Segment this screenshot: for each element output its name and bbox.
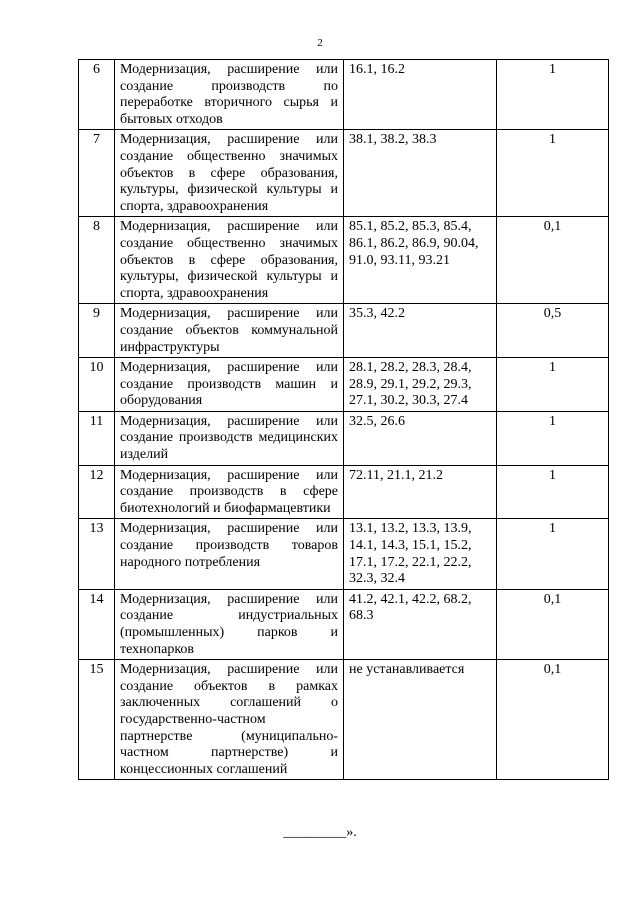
row-coefficient: 0,1 <box>497 660 609 780</box>
row-coefficient: 1 <box>497 465 609 519</box>
row-description: Модернизация, расширение или создание общественно значимых объектов в сфере образования, культуры, физической культуры и спорта, здравоохранения <box>115 130 344 217</box>
row-coefficient: 0,1 <box>497 589 609 659</box>
row-okved-codes: 35.3, 42.2 <box>344 304 497 358</box>
table-row <box>79 660 609 780</box>
row-description: Модернизация, расширение или создание производств машин и оборудования <box>115 358 344 412</box>
row-number: 14 <box>79 589 115 659</box>
row-okved-codes: 13.1, 13.2, 13.3, 13.9, 14.1, 14.3, 15.1, 15.2, 17.1, 17.2, 22.1, 22.2, 32.3, 32.4 <box>344 519 497 589</box>
row-description: Модернизация, расширение или создание объектов коммунальной инфраструктуры <box>115 304 344 358</box>
row-description: Модернизация, расширение или создание объектов в рамках заключенных соглашений о государственно-частном партнерстве (муниципально-частном партнерстве) и концессионных соглашений <box>115 660 344 780</box>
table-row <box>79 217 609 304</box>
row-number: 7 <box>79 130 115 217</box>
row-number: 8 <box>79 217 115 304</box>
row-coefficient: 1 <box>497 130 609 217</box>
row-description: Модернизация, расширение или создание производств товаров народного потребления <box>115 519 344 589</box>
row-number: 9 <box>79 304 115 358</box>
page-number: 2 <box>317 37 323 49</box>
row-okved-codes: 85.1, 85.2, 85.3, 85.4, 86.1, 86.2, 86.9, 90.04, 91.0, 93.11, 93.21 <box>344 217 497 304</box>
row-okved-codes: 72.11, 21.1, 21.2 <box>344 465 497 519</box>
table-row <box>79 519 609 589</box>
closing-quote-line: _________». <box>283 825 357 840</box>
table-row <box>79 130 609 217</box>
table-row <box>79 465 609 519</box>
row-description: Модернизация, расширение или создание производств медицинских изделий <box>115 411 344 465</box>
row-okved-codes: 41.2, 42.1, 42.2, 68.2, 68.3 <box>344 589 497 659</box>
row-number: 12 <box>79 465 115 519</box>
row-okved-codes: 28.1, 28.2, 28.3, 28.4, 28.9, 29.1, 29.2, 29.3, 27.1, 30.2, 30.3, 27.4 <box>344 358 497 412</box>
table-row <box>79 60 609 130</box>
row-description: Модернизация, расширение или создание общественно значимых объектов в сфере образования, культуры, физической культуры и спорта, здравоохранения <box>115 217 344 304</box>
row-number: 6 <box>79 60 115 130</box>
row-description: Модернизация, расширение или создание производств по переработке вторичного сырья и бытовых отходов <box>115 60 344 130</box>
row-okved-codes: 32.5, 26.6 <box>344 411 497 465</box>
table-row <box>79 411 609 465</box>
row-okved-codes: не устанавливается <box>344 660 497 780</box>
row-description: Модернизация, расширение или создание производств в сфере биотехнологий и биофармацевтики <box>115 465 344 519</box>
table-row <box>79 358 609 412</box>
table-row <box>79 589 609 659</box>
row-coefficient: 1 <box>497 411 609 465</box>
row-number: 11 <box>79 411 115 465</box>
row-coefficient: 1 <box>497 60 609 130</box>
row-okved-codes: 16.1, 16.2 <box>344 60 497 130</box>
row-okved-codes: 38.1, 38.2, 38.3 <box>344 130 497 217</box>
row-coefficient: 0,1 <box>497 217 609 304</box>
row-description: Модернизация, расширение или создание индустриальных (промышленных) парков и технопарков <box>115 589 344 659</box>
row-coefficient: 0,5 <box>497 304 609 358</box>
row-coefficient: 1 <box>497 519 609 589</box>
row-coefficient: 1 <box>497 358 609 412</box>
row-number: 15 <box>79 660 115 780</box>
row-number: 10 <box>79 358 115 412</box>
coefficients-table <box>78 59 609 780</box>
row-number: 13 <box>79 519 115 589</box>
table-row <box>79 304 609 358</box>
